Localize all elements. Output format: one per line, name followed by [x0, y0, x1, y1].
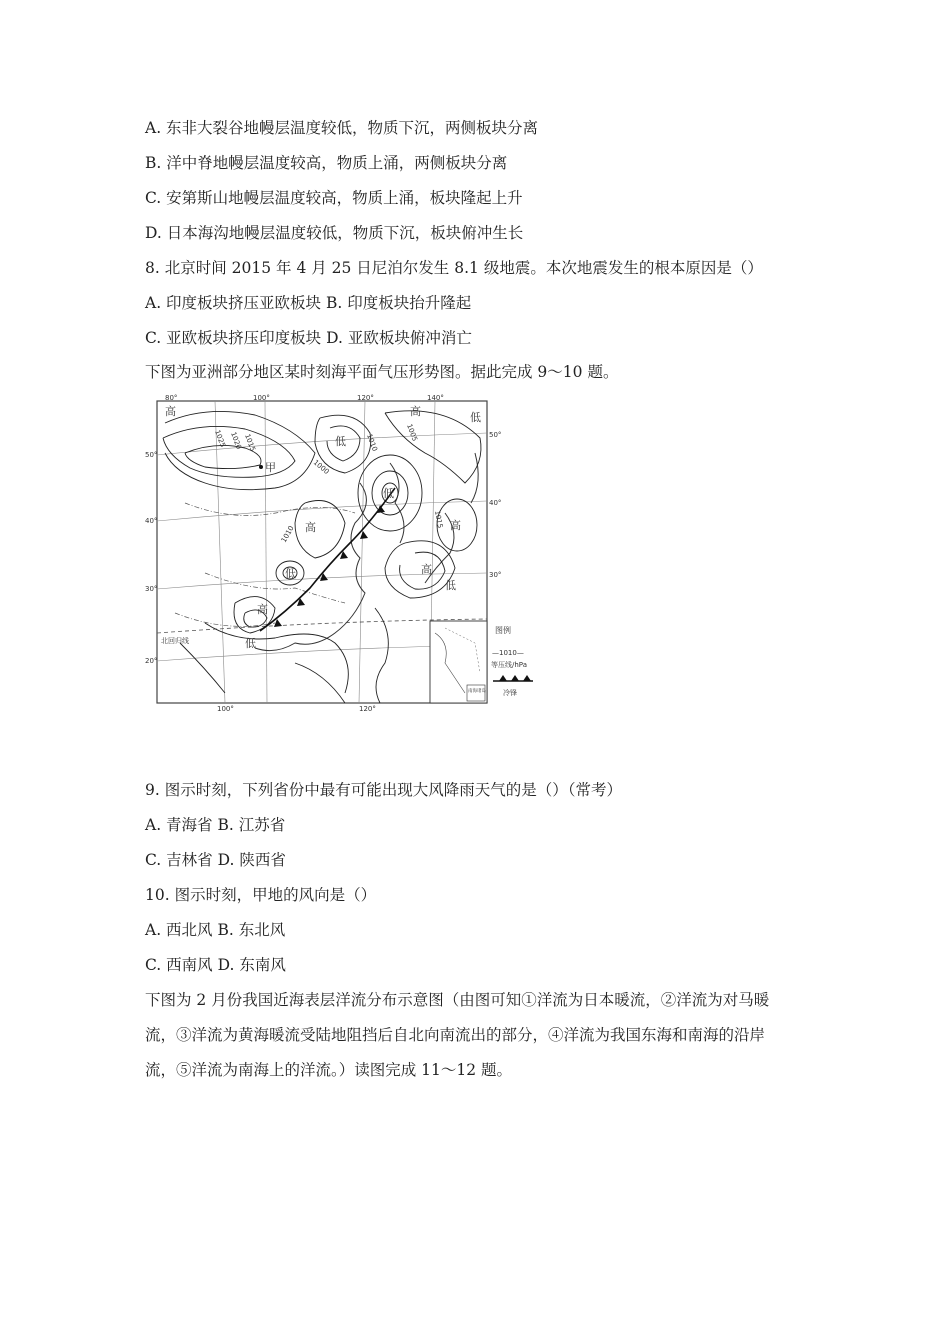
low-center-label: 低: [335, 435, 346, 448]
isobar-value: 1000: [311, 458, 331, 476]
tropic-label: 北回归线: [161, 637, 189, 645]
isobar-value: 1015: [433, 509, 445, 529]
high-center-label: 高: [410, 405, 421, 418]
isobar-value: 1025: [213, 428, 227, 449]
question-10: 10. 图示时刻，甲地的风向是（）: [145, 886, 377, 904]
point-jia-label: 甲: [265, 461, 276, 474]
lon-label: 120°: [359, 705, 376, 713]
isobar-value: 1015: [243, 432, 257, 453]
legend-isobar-caption: 等压线/hPa: [491, 661, 527, 669]
high-center-label: 高: [305, 521, 316, 534]
high-center-label: 高: [165, 405, 176, 418]
low-center-label: 低: [470, 411, 481, 424]
low-center-label: 低: [445, 579, 456, 592]
lat-label: 20°: [145, 657, 158, 665]
option-10cd: C. 西南风 D. 东南风: [145, 956, 286, 974]
high-center-label: 高: [421, 563, 432, 576]
legend-isobar-sample: —1010—: [492, 649, 524, 657]
lon-label: 120°: [357, 394, 374, 402]
option-7c: C. 安第斯山地幔层温度较高，物质上涌，板块隆起上升: [145, 189, 523, 207]
isobar-value: 1010: [365, 432, 379, 453]
isobar-value: 1010: [279, 524, 296, 544]
ocean-current-intro-3: 流，⑤洋流为南海上的洋流。）读图完成 11～12 题。: [145, 1061, 513, 1079]
high-center-label: 高: [257, 603, 268, 616]
lon-label: 140°: [427, 394, 444, 402]
lon-label: 100°: [253, 394, 270, 402]
isobar-value: 1005: [405, 422, 419, 443]
question-8: 8. 北京时间 2015 年 4 月 25 日尼泊尔发生 8.1 级地震。本次地震发生的根本原因是（）: [145, 259, 763, 277]
option-10ab: A. 西北风 B. 东北风: [145, 921, 286, 939]
option-8ab: A. 印度板块挤压亚欧板块 B. 印度板块抬升隆起: [145, 294, 472, 312]
map-intro: 下图为亚洲部分地区某时刻海平面气压形势图。据此完成 9～10 题。: [145, 363, 619, 381]
option-7a: A. 东非大裂谷地幔层温度较低，物质下沉，两侧板块分离: [145, 119, 539, 137]
pressure-map: [145, 393, 545, 715]
lat-label: 40°: [145, 517, 158, 525]
lat-label: 50°: [489, 431, 502, 439]
option-8cd: C. 亚欧板块挤压印度板块 D. 亚欧板块俯冲消亡: [145, 329, 472, 347]
low-center-label: 低: [383, 487, 394, 500]
question-9: 9. 图示时刻，下列省份中最有可能出现大风降雨天气的是（）（常考）: [145, 781, 622, 799]
ocean-current-intro-2: 流，③洋流为黄海暖流受陆地阻挡后自北向南流出的部分，④洋流为我国东海和南海的沿岸: [145, 1026, 766, 1044]
inset-map: [430, 621, 487, 703]
option-9cd: C. 吉林省 D. 陕西省: [145, 851, 286, 869]
low-center-label: 低: [285, 567, 296, 580]
ocean-current-intro-1: 下图为 2 月份我国近海表层洋流分布示意图（由图可知①洋流为日本暖流，②洋流为对马暖: [145, 991, 770, 1009]
lat-label: 30°: [145, 585, 158, 593]
lat-label: 50°: [145, 451, 158, 459]
lon-label: 80°: [165, 394, 178, 402]
lat-label: 30°: [489, 571, 502, 579]
low-center-label: 低: [245, 637, 256, 650]
isobar-value: 1020: [229, 430, 243, 451]
point-jia-marker: [259, 465, 263, 469]
legend-title: 图例: [495, 626, 511, 635]
lon-label: 100°: [217, 705, 234, 713]
high-center-label: 高: [450, 519, 461, 532]
option-7b: B. 洋中脊地幔层温度较高，物质上涌，两侧板块分离: [145, 154, 508, 172]
lat-label: 40°: [489, 499, 502, 507]
inset-label: 南海诸岛: [468, 689, 486, 694]
option-7d: D. 日本海沟地幔层温度较低，物质下沉，板块俯冲生长: [145, 224, 524, 242]
pressure-map-figure: [145, 393, 545, 715]
option-9ab: A. 青海省 B. 江苏省: [145, 816, 286, 834]
legend-front-caption: 冷锋: [503, 689, 517, 697]
